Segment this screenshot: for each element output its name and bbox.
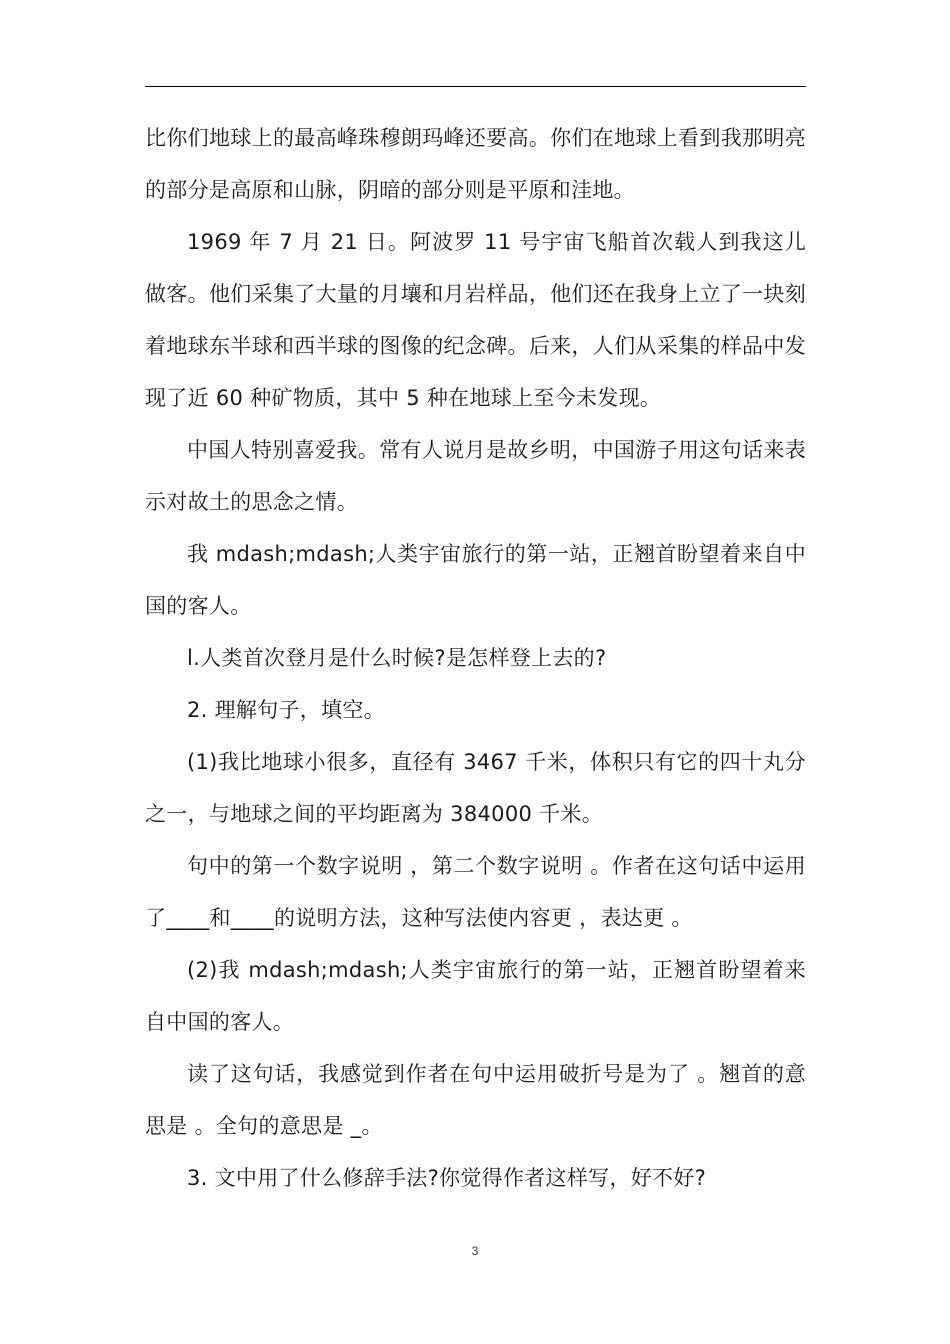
page-number: 3 bbox=[471, 1244, 479, 1258]
header-rule bbox=[145, 86, 806, 87]
paragraph-4: 我 mdash;mdash;人类宇宙旅行的第一站，正翘首盼望着来自中国的客人。 bbox=[145, 542, 806, 618]
question-2: 2. 理解句子，填空。 bbox=[187, 698, 386, 722]
document-body bbox=[145, 112, 806, 1204]
question-1: l.人类首次登月是什么时候?是怎样登上去的? bbox=[187, 646, 607, 670]
paragraph-1: 比你们地球上的最高峰珠穆朗玛峰还要高。你们在地球上看到我那明亮的部分是高原和山脉，阴暗的部分则是平原和洼地。 bbox=[145, 126, 806, 202]
question-2-sentence-2: (2)我 mdash;mdash;人类宇宙旅行的第一站，正翘首盼望着来自中国的客人。 bbox=[145, 958, 806, 1034]
paragraph-3: 中国人特别喜爱我。常有人说月是故乡明，中国游子用这句话来表示对故土的思念之情。 bbox=[145, 438, 806, 514]
paragraph-2: 1969 年 7 月 21 日。阿波罗 11 号宇宙飞船首次载人到我这儿做客。他们采集了大量的月壤和月岩样品，他们还在我身上立了一块刻着地球东半球和西半球的图像的纪念碑。后来，人们从采集的样品中发现了近 60 种矿物质，其中 5 种在地球上至今未发现。 bbox=[145, 230, 806, 410]
question-2-fill-2: 读了这句话，我感觉到作者在句中运用破折号是为了 。翘首的意思是 。全句的意思是 _。 bbox=[145, 1062, 806, 1138]
question-2-fill-1: 句中的第一个数字说明 ，第二个数字说明 。作者在这句话中运用了____和____的说明方法，这种写法使内容更 ，表达更 。 bbox=[145, 854, 806, 930]
question-3: 3. 文中用了什么修辞手法?你觉得作者这样写，好不好? bbox=[187, 1166, 707, 1190]
question-2-sentence-1: (1)我比地球小很多，直径有 3467 千米，体积只有它的四十丸分之一，与地球之间的平均距离为 384000 千米。 bbox=[145, 750, 806, 826]
